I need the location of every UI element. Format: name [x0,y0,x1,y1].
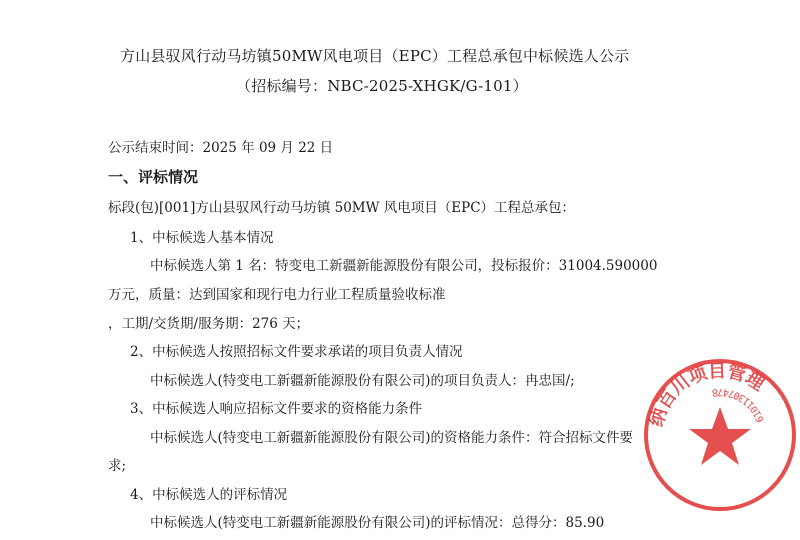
item-text: 中标候选人(特变电工新疆新能源股份有限公司)的资格能力条件：符合招标文件要 [150,430,634,446]
item-text: 中标候选人(特变电工新疆新能源股份有限公司)的评标情况：总得分：85.90 [150,515,605,531]
item-heading: 3、中标候选人响应招标文件要求的资格能力条件 [130,401,423,417]
item-text: ，工期/交货期/服务期：276 天； [108,316,310,332]
item-heading: 2、中标候选人按照招标文件要求承诺的项目负责人情况 [130,344,463,360]
publish-end-date: 公示结束时间：2025 年 09 月 22 日 [108,140,334,156]
svg-text:纳百川项目管理 [645,360,768,429]
item-text: 中标候选人(特变电工新疆新能源股份有限公司)的项目负责人：冉忠国/; [150,373,575,389]
lot-line: 标段(包)[001]方山县驭风行动马坊镇 50MW 风电项目（EPC）工程总承包： [108,200,576,216]
item-text: 万元，质量：达到国家和现行电力行业工程质量验收标准 [108,287,446,303]
item-text: 中标候选人第 1 名：特变电工新疆新能源股份有限公司，投标报价：31004.590000 [150,258,658,274]
seal-star-icon [689,407,751,465]
company-seal [640,355,800,515]
item-text: 求; [108,458,127,474]
seal-text: 纳百川项目管理 [646,360,768,430]
seal-code: 61011307478 [711,385,767,424]
document-title: 方山县驭风行动马坊镇50MW风电项目（EPC）工程总承包中标候选人公示 [120,47,630,65]
item-heading: 1、中标候选人基本情况 [130,230,274,246]
section-heading: 一、评标情况 [108,168,199,186]
item-heading: 4、中标候选人的评标情况 [130,487,288,503]
tender-number: （招标编号：NBC-2025-XHGK/G-101） [236,77,528,95]
